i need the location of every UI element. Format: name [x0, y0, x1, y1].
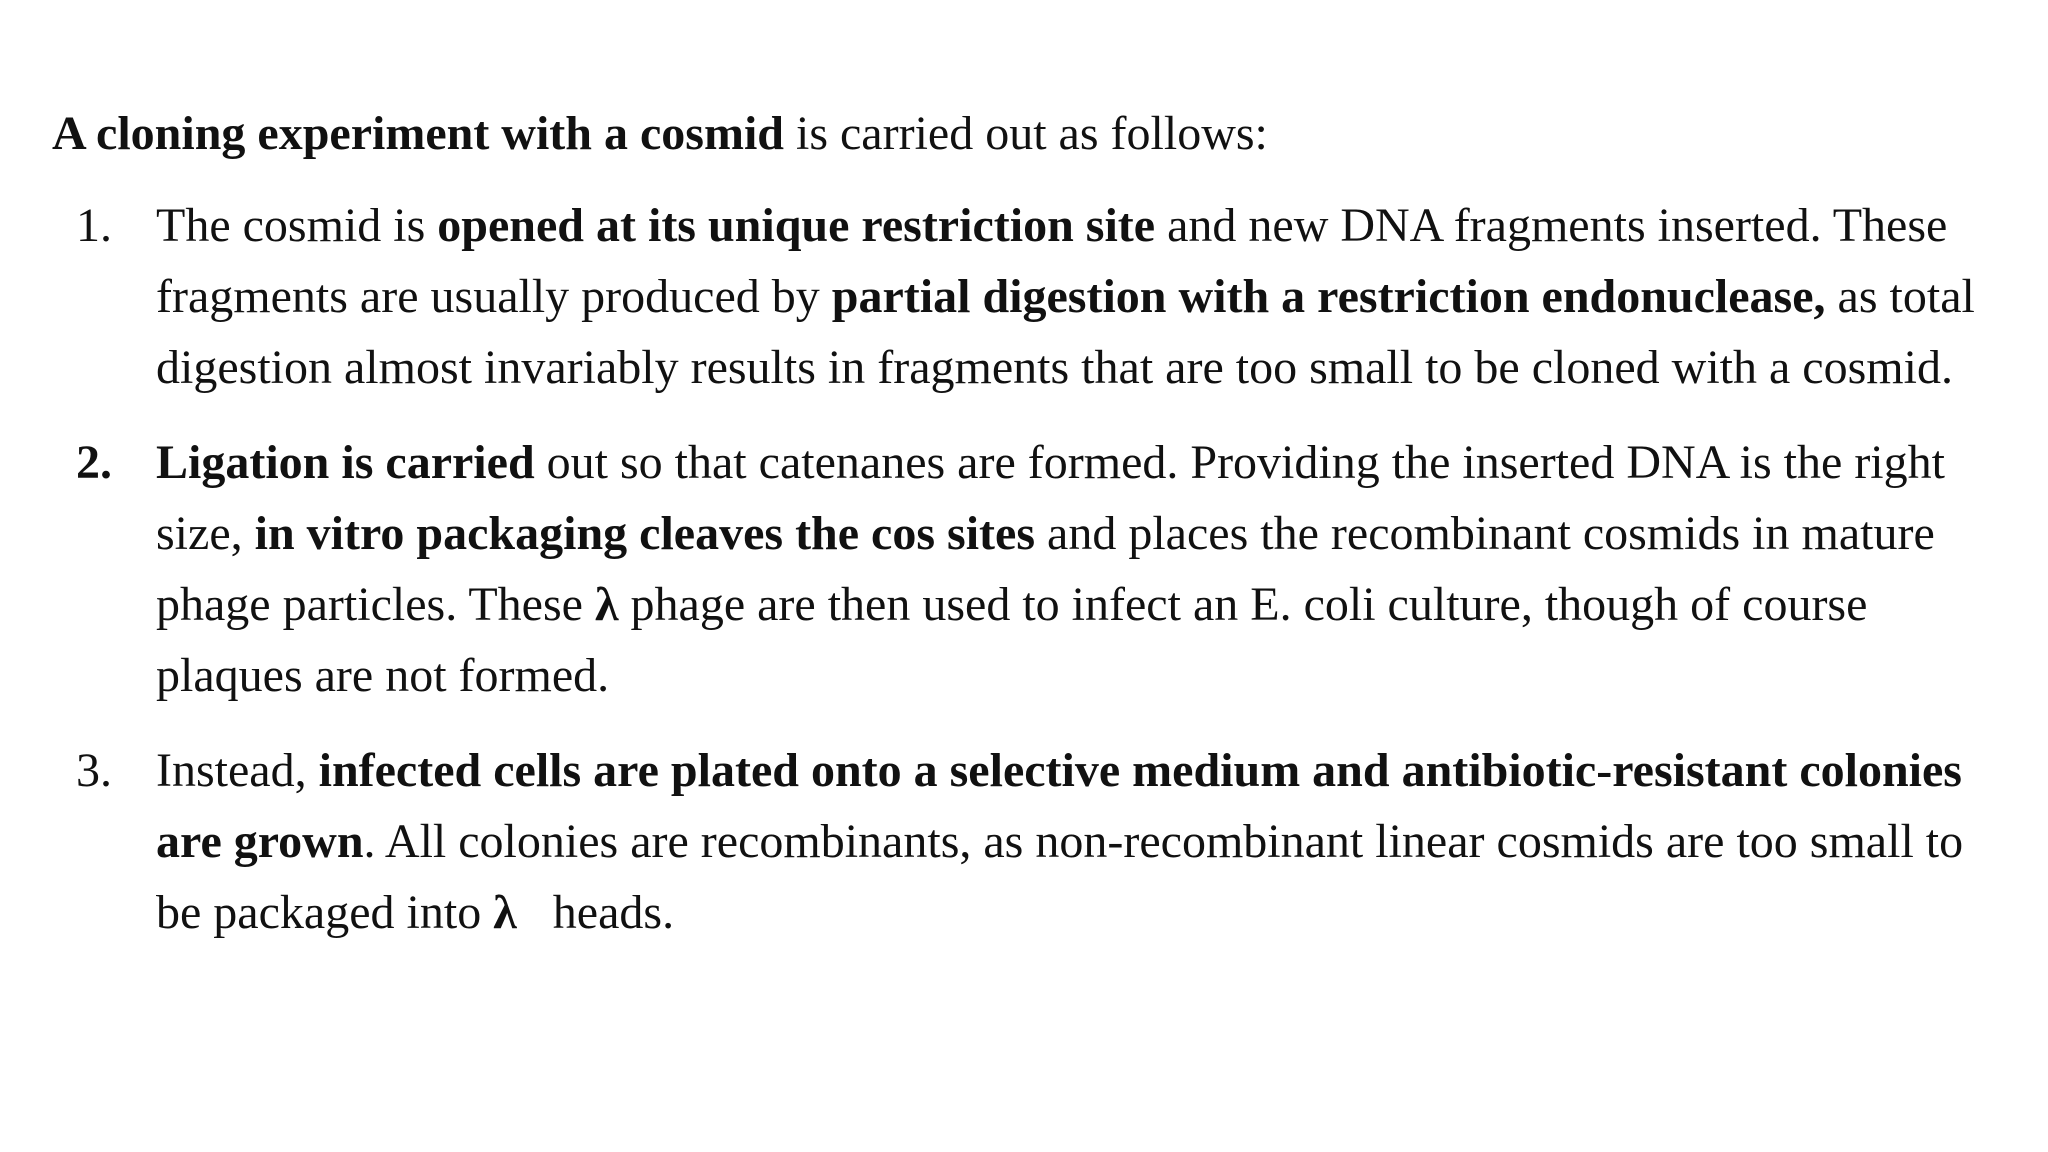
step-3-segment: heads. [516, 886, 675, 939]
lambda-symbol: λ [493, 886, 517, 939]
step-number-2: 2. [76, 436, 112, 489]
step-number-1: 1. [76, 199, 112, 252]
step-3-segment: Instead, [156, 744, 319, 797]
steps-list [52, 190, 2012, 948]
step-1-segment: as total digestion almost invariably results in fragments that are too small to be cloned with a cosmid. [156, 270, 1975, 394]
intro-sentence [52, 98, 2012, 170]
step-text-1 [156, 190, 2012, 403]
step-1-segment: and new DNA fragments inserted. These fragments are usually produced by [156, 199, 1948, 323]
step-2-segment: Ligation is carried [156, 436, 535, 489]
step-1-segment: opened at its unique restriction site [437, 199, 1156, 252]
step-1-segment: The cosmid is [156, 199, 438, 252]
step-2-segment: phage are then used to infect an E. coli culture, though of course plaques are not formed. [156, 578, 1868, 702]
step-3-segment: infected cells are plated onto a selective medium and antibiotic-resistant colonies are grown [156, 744, 1962, 868]
step-2-segment: in vitro packaging cleaves the cos sites [254, 507, 1036, 560]
step-text-2 [156, 427, 2012, 711]
step-item-3 [52, 735, 2012, 948]
step-item-1 [52, 190, 2012, 403]
step-2-segment: and places the recombinant cosmids in mature phage particles. These [156, 507, 1935, 631]
step-1-segment: partial digestion with a restriction endonuclease, [831, 270, 1826, 323]
step-3-segment: . All colonies are recombinants, as non-recombinant linear cosmids are too small to be packaged into [156, 815, 1964, 939]
intro-rest: is carried out as follows: [783, 107, 1268, 160]
slide-content [52, 98, 2012, 972]
lambda-symbol: λ [594, 578, 619, 631]
intro-bold: A cloning experiment with a cosmid [52, 107, 784, 160]
step-2-segment: out so that catenanes are formed. Providing the inserted DNA is the right size, [156, 436, 1945, 560]
step-item-2 [52, 427, 2012, 711]
step-number-3: 3. [76, 744, 112, 797]
step-text-3 [156, 735, 2012, 948]
